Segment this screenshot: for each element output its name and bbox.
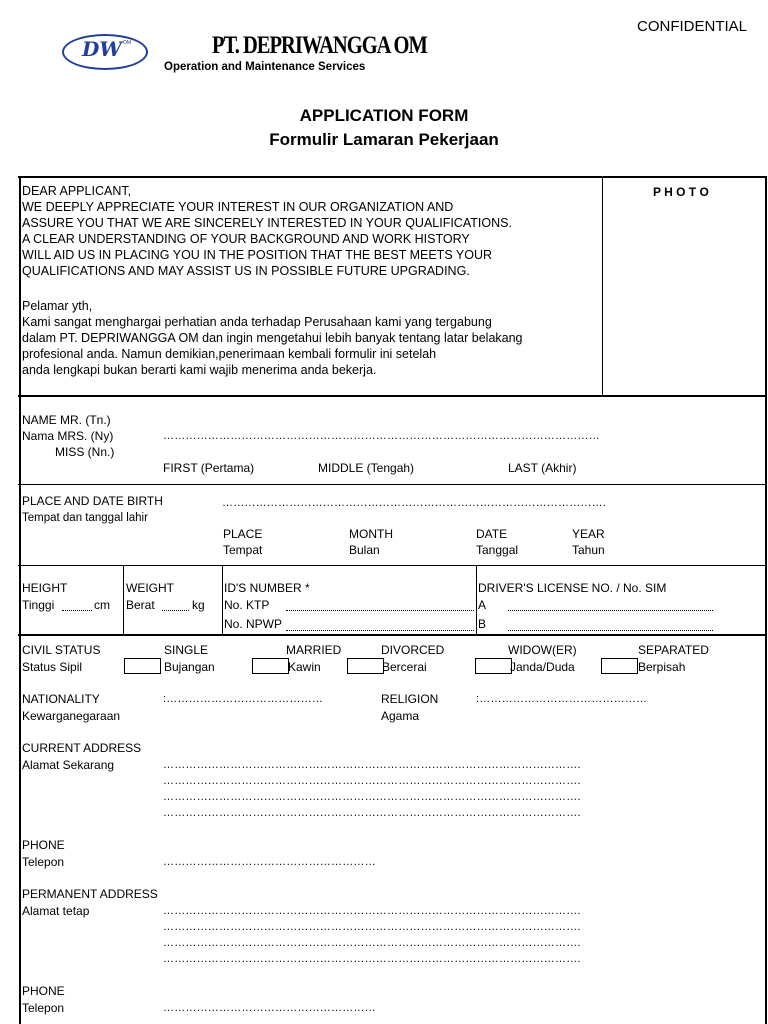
civil-married-label: MARRIED: [286, 643, 342, 657]
name-label-mr: NAME MR. (Tn.): [22, 413, 111, 427]
intro-en-line: A CLEAR UNDERSTANDING OF YOUR BACKGROUND AND WORK HISTORY: [22, 232, 470, 246]
intro-en-line: WE DEEPLY APPRECIATE YOUR INTEREST IN OUR ORGANIZATION AND: [22, 200, 454, 214]
height-label: HEIGHT: [22, 581, 68, 595]
birth-place-label-id: Tempat: [223, 543, 263, 557]
name-middle-label: MIDDLE (Tengah): [318, 461, 415, 475]
weight-field[interactable]: [162, 610, 189, 611]
weight-unit: kg: [192, 598, 205, 612]
current-address-line[interactable]: ………………………………………………………………………………………………….: [163, 791, 581, 803]
civil-widow-label-id: Janda/Duda: [510, 660, 575, 674]
nationality-label-id: Kewarganegaraan: [22, 709, 121, 723]
company-name: PT. DEPRIWANGGA OM: [212, 32, 427, 59]
permanent-address-line[interactable]: ………………………………………………………………………………………………….: [163, 953, 581, 965]
intro-id-line: anda lengkapi bukan berarti kami wajib menerima anda bekerja.: [22, 363, 377, 377]
civil-status-label: CIVIL STATUS: [22, 643, 101, 657]
company-subtitle: Operation and Maintenance Services: [164, 61, 366, 73]
current-address-label-id: Alamat Sekarang: [22, 758, 115, 772]
civil-married-checkbox[interactable]: [252, 658, 289, 674]
civil-single-label-id: Bujangan: [164, 660, 215, 674]
civil-divorced-label: DIVORCED: [381, 643, 445, 657]
current-phone-field[interactable]: …………………………………………………: [163, 856, 376, 868]
civil-single-label: SINGLE: [164, 643, 209, 657]
birth-date-label: DATE: [476, 527, 508, 541]
intro-en-line: WILL AID US IN PLACING YOU IN THE POSITION THAT THE BEST MEETS YOUR: [22, 248, 493, 262]
license-a-field[interactable]: [508, 610, 713, 611]
name-last-label: LAST (Akhir): [508, 461, 577, 475]
nationality-field[interactable]: :……………………………………: [163, 693, 324, 705]
birth-label-en: PLACE AND DATE BIRTH: [22, 494, 163, 508]
current-phone-label: PHONE: [22, 838, 65, 852]
religion-field[interactable]: :………………………………………: [476, 693, 648, 705]
height-label-id: Tinggi: [22, 598, 55, 612]
birth-month-label: MONTH: [349, 527, 393, 541]
intro-en-line: QUALIFICATIONS AND MAY ASSIST US IN POSSIBLE FUTURE UPGRADING.: [22, 264, 470, 278]
weight-label-id: Berat: [126, 598, 155, 612]
civil-widow-label: WIDOW(ER): [508, 643, 577, 657]
intro-id-line: Kami sangat menghargai perhatian anda terhadap Perusahaan kami yang tergabung: [22, 315, 492, 329]
license-b-field[interactable]: [508, 630, 713, 631]
permanent-address-line[interactable]: ………………………………………………………………………………………………….: [163, 905, 581, 917]
name-label-miss: MISS (Nn.): [55, 445, 115, 459]
height-field[interactable]: [62, 610, 92, 611]
permanent-address-line[interactable]: ………………………………………………………………………………………………….: [163, 937, 581, 949]
civil-status-label-id: Status Sipil: [22, 660, 83, 674]
religion-label: RELIGION: [381, 692, 439, 706]
birth-label-id: Tempat dan tanggal lahir: [22, 512, 148, 524]
birth-place-label: PLACE: [223, 527, 263, 541]
permanent-address-label: PERMANENT ADDRESS: [22, 887, 158, 901]
logo-text: DW: [82, 37, 122, 61]
license-label: DRIVER'S LICENSE NO. / No. SIM: [478, 581, 667, 595]
civil-separated-label-id: Berpisah: [638, 660, 686, 674]
birth-month-label-id: Bulan: [349, 543, 380, 557]
logo-small-text: OM: [123, 40, 132, 46]
permanent-phone-field[interactable]: …………………………………………………: [163, 1002, 376, 1014]
permanent-phone-label-id: Telepon: [22, 1001, 65, 1015]
intro-id-line: Pelamar yth,: [22, 299, 93, 313]
permanent-phone-label: PHONE: [22, 984, 65, 998]
intro-id-line: dalam PT. DEPRIWANGGA OM dan ingin mengetahui lebih banyak tentang latar belakang: [22, 331, 523, 345]
license-b-label: B: [478, 617, 487, 631]
civil-widow-checkbox[interactable]: [475, 658, 512, 674]
civil-single-checkbox[interactable]: [124, 658, 161, 674]
intro-indonesian: [22, 298, 523, 378]
npwp-field[interactable]: [286, 630, 474, 631]
birth-year-label: YEAR: [572, 527, 605, 541]
confidential-label: CONFIDENTIAL: [637, 18, 748, 35]
current-address-label: CURRENT ADDRESS: [22, 741, 142, 755]
ktp-label: No. KTP: [224, 598, 270, 612]
intro-english: [22, 183, 512, 279]
current-address-line[interactable]: ………………………………………………………………………………………………….: [163, 807, 581, 819]
birth-year-label-id: Tahun: [572, 543, 605, 557]
weight-label: WEIGHT: [126, 581, 174, 595]
npwp-label: No. NPWP: [224, 617, 283, 631]
form-subtitle: Formulir Lamaran Pekerjaan: [269, 130, 499, 149]
intro-en-line: DEAR APPLICANT,: [22, 184, 132, 198]
permanent-address-label-id: Alamat tetap: [22, 904, 90, 918]
birth-date-label-id: Tanggal: [476, 543, 519, 557]
civil-married-label-id: Kawin: [288, 660, 321, 674]
intro-id-line: profesional anda. Namun demikian,penerimaan kembali formulir ini setelah: [22, 347, 437, 361]
civil-divorced-label-id: Bercerai: [382, 660, 427, 674]
name-label-mrs: Nama MRS. (Ny): [22, 429, 114, 443]
photo-box-label: P H O T O: [653, 185, 709, 199]
civil-separated-label: SEPARATED: [638, 643, 709, 657]
ktp-field[interactable]: [286, 610, 474, 611]
civil-separated-checkbox[interactable]: [601, 658, 638, 674]
name-first-label: FIRST (Pertama): [163, 461, 255, 475]
id-number-label: ID'S NUMBER *: [224, 581, 310, 595]
form-title: APPLICATION FORM: [299, 106, 469, 125]
current-phone-label-id: Telepon: [22, 855, 65, 869]
photo-area[interactable]: [604, 200, 764, 394]
civil-divorced-checkbox[interactable]: [347, 658, 384, 674]
current-address-line[interactable]: ………………………………………………………………………………………………….: [163, 775, 581, 787]
birth-field[interactable]: ………………………………………………………………………………………….: [222, 497, 607, 509]
permanent-address-line[interactable]: ………………………………………………………………………………………………….: [163, 921, 581, 933]
height-unit: cm: [94, 598, 110, 612]
nationality-label: NATIONALITY: [22, 692, 100, 706]
name-field[interactable]: ………………………………………………………………………………………………………: [163, 430, 600, 442]
current-address-line[interactable]: ………………………………………………………………………………………………….: [163, 759, 581, 771]
intro-en-line: ASSURE YOU THAT WE ARE SINCERELY INTERESTED IN YOUR QUALIFICATIONS.: [22, 216, 512, 230]
religion-label-id: Agama: [381, 709, 420, 723]
license-a-label: A: [478, 598, 487, 612]
